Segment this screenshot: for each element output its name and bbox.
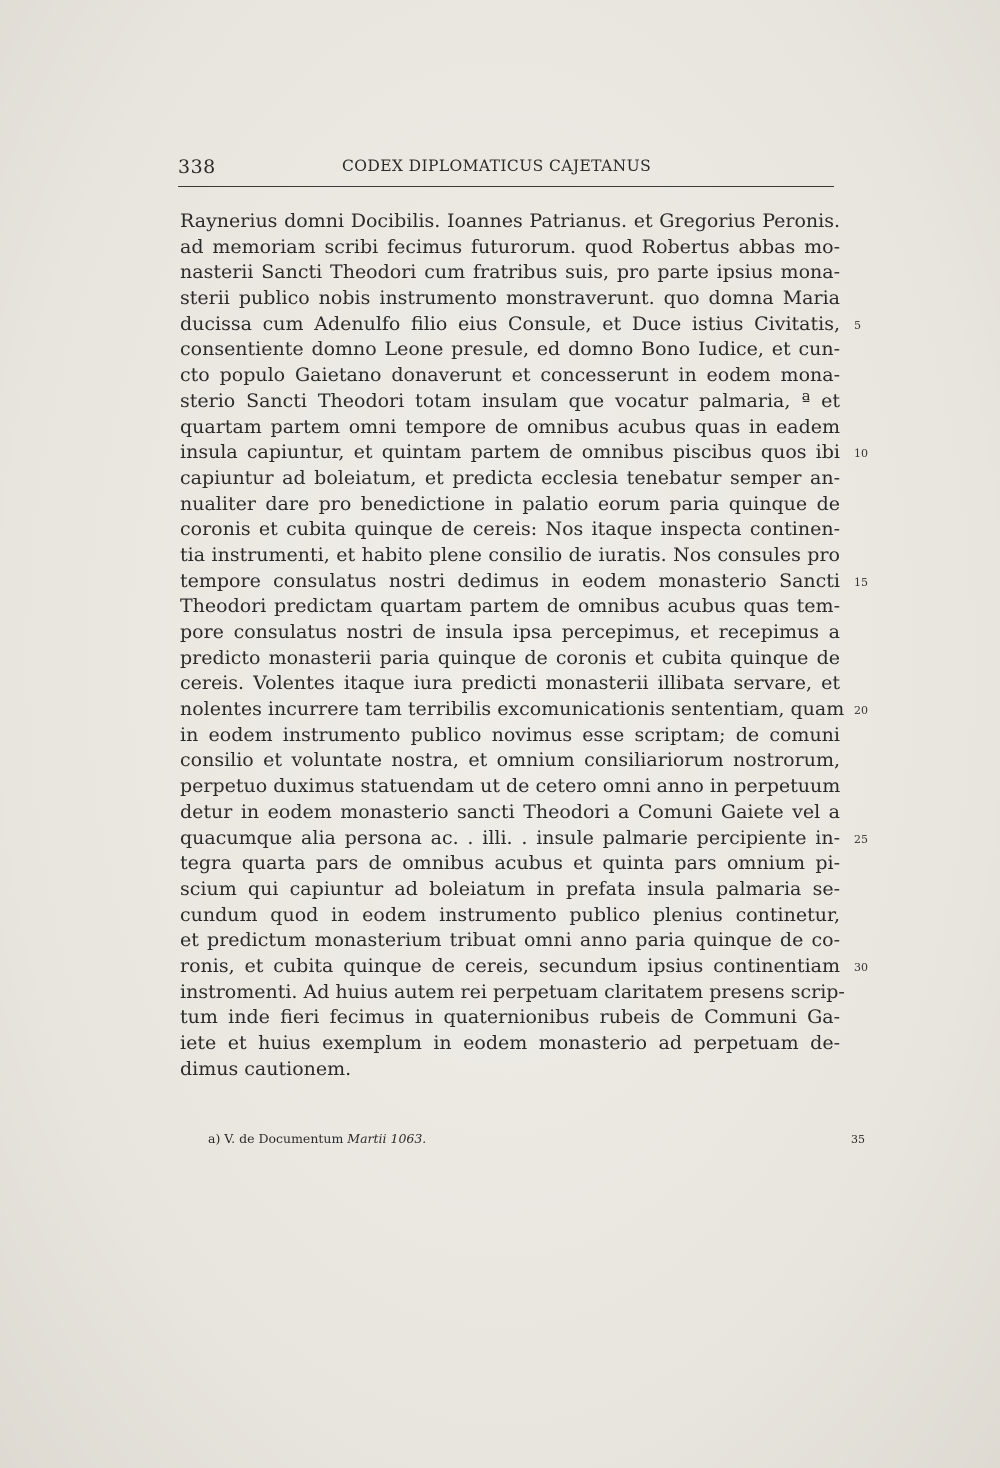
text-line: tegra quarta pars de omnibus acubus et quinta pars omnium pi-	[180, 852, 840, 875]
text-line: in eodem instrumento publico novimus esse scriptam; de comuni	[180, 723, 840, 746]
text-line: et predictum monasterium tribuat omni anno paria quinque de co-	[180, 929, 840, 952]
margin-line-number: 10	[854, 447, 868, 461]
text-line: sterii publico nobis instrumento monstraverunt. quo domna Maria	[180, 287, 840, 310]
text-line: ronis, et cubita quinque de cereis, secundum ipsius continentiam	[180, 954, 840, 977]
text-line: detur in eodem monasterio sancti Theodori a Comuni Gaiete vel a	[180, 800, 840, 823]
body-text	[180, 209, 845, 1082]
header-title: CODEX DIPLOMATICUS CAJETANUS	[342, 157, 652, 175]
text-line: iete et huius exemplum in eodem monasterio ad perpetuam de-	[180, 1032, 840, 1054]
text-line: coronis et cubita quinque de cereis: Nos itaque inspecta continen-	[180, 518, 840, 541]
text-line: perpetuo duximus statuendam ut de cetero omni anno in perpetuum	[180, 775, 841, 798]
margin-line-number: 5	[854, 318, 861, 332]
text-line: cereis. Volentes itaque iura predicti monasterii illibata servare, et	[180, 672, 840, 695]
text-line: quartam partem omni tempore de omnibus acubus quas in eadem	[180, 415, 840, 438]
text-line: capiuntur ad boleiatum, et predicta ecclesia tenebatur semper an-	[180, 466, 840, 489]
page-number: 338	[178, 156, 216, 178]
text-line: nasterii Sancti Theodori cum fratribus suis, pro parte ipsius mona-	[180, 261, 840, 284]
running-head	[178, 156, 838, 186]
text-line: consentiente domno Leone presule, ed domno Bono Iudice, et cun-	[180, 338, 840, 361]
text-line: quacumque alia persona ac. . illi. . insule palmarie percipiente in-	[180, 826, 840, 849]
text-line: scium qui capiuntur ad boleiatum in prefata insula palmaria se-	[180, 877, 840, 900]
text-line: nolentes incurrere tam terribilis excomunicationis sententiam, quam	[180, 698, 845, 721]
text-line: ad memoriam scribi fecimus futurorum. quod Robertus abbas mo-	[180, 235, 840, 258]
text-line: tum inde fieri fecimus in quaternionibus rubeis de Communi Ga-	[180, 1006, 840, 1029]
text-line: tia instrumenti, et habito plene consilio de iuratis. Nos consules pro	[180, 543, 840, 566]
text-line: tempore consulatus nostri dedimus in eodem monasterio Sancti	[180, 569, 840, 592]
footnote	[208, 1131, 426, 1146]
margin-line-number: 20	[854, 704, 868, 718]
text-line: Theodori predictam quartam partem de omnibus acubus quas tem-	[180, 595, 840, 618]
text-line: sterio Sancti Theodori totam insulam que vocatur palmaria, ª et	[180, 389, 840, 412]
text-line: insula capiuntur, et quintam partem de omnibus piscibus quos ibi	[180, 441, 840, 464]
margin-line-number: 15	[854, 575, 868, 589]
margin-line-number: 30	[854, 961, 868, 975]
header-rule	[178, 186, 834, 187]
text-line: nualiter dare pro benedictione in palatio eorum paria quinque de	[180, 492, 840, 515]
margin-line-number: 25	[854, 832, 868, 846]
text-line: predicto monasterii paria quinque de coronis et cubita quinque de	[180, 646, 840, 669]
text-line: cundum quod in eodem instrumento publico plenius continetur,	[180, 903, 840, 926]
text-line: cto populo Gaietano donaverunt et concesserunt in eodem mona-	[180, 364, 840, 387]
text-line: pore consulatus nostri de insula ipsa percepimus, et recepimus a	[180, 621, 840, 643]
text-line: dimus cautionem.	[180, 1057, 352, 1080]
text-line: consilio et voluntate nostra, et omnium consiliariorum nostrorum,	[180, 749, 840, 772]
footnote-text: a) V. de Documentum	[208, 1131, 348, 1146]
text-line: instromenti. Ad huius autem rei perpetuam claritatem presens scrip-	[180, 980, 845, 1003]
text-line: ducissa cum Adenulfo filio eius Consule, et Duce istius Civitatis,	[180, 312, 840, 335]
footnote-line-number: 35	[851, 1133, 865, 1146]
text-line: Raynerius domni Docibilis. Ioannes Patrianus. et Gregorius Peronis.	[180, 210, 840, 232]
footnote-citation: Martii 1063.	[347, 1131, 427, 1146]
